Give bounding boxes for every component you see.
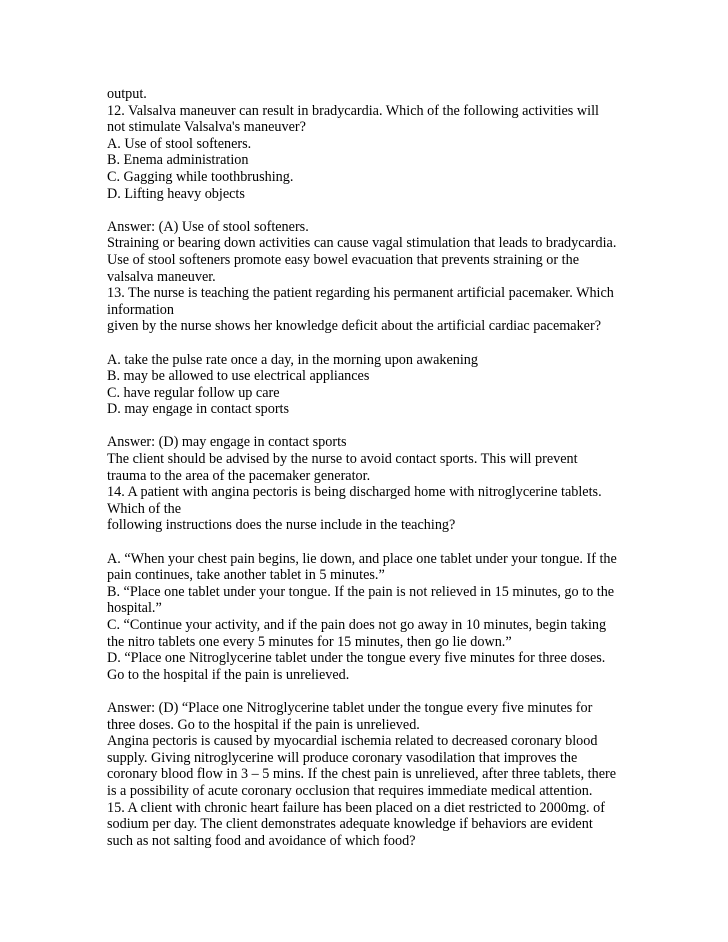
question-14-rationale: is a possibility of acute coronary occlusion that requires immediate medical attention. bbox=[107, 782, 593, 799]
question-14-option-b: hospital.” bbox=[107, 600, 162, 617]
question-14-option-b: B. “Place one tablet under your tongue. If the pain is not relieved in 15 minutes, go to the bbox=[107, 583, 615, 600]
question-13-rationale: trauma to the area of the pacemaker generator. bbox=[107, 467, 371, 484]
question-14-option-a: A. “When your chest pain begins, lie down, and place one tablet under your tongue. If the bbox=[107, 550, 617, 567]
question-14-answer: Answer: (D) “Place one Nitroglycerine tablet under the tongue every five minutes for bbox=[107, 699, 593, 716]
question-12-rationale: Straining or bearing down activities can cause vagal stimulation that leads to bradycardia. bbox=[107, 235, 617, 252]
question-12-option-d: D. Lifting heavy objects bbox=[107, 185, 245, 202]
question-14-rationale: supply. Giving nitroglycerine will produce coronary vasodilation that improves the bbox=[107, 749, 578, 766]
question-13-option-c: C. have regular follow up care bbox=[107, 384, 280, 401]
question-13-stem: given by the nurse shows her knowledge deficit about the artificial cardiac pacemaker? bbox=[107, 318, 601, 335]
text-line: output. bbox=[107, 86, 147, 102]
question-14-option-c: C. “Continue your activity, and if the pain does not go away in 10 minutes, begin taking bbox=[107, 617, 607, 633]
question-14-answer: three doses. Go to the hospital if the pain is unrelieved. bbox=[107, 716, 420, 733]
blank-line bbox=[107, 418, 707, 435]
question-14-rationale: coronary blood flow in 3 – 5 mins. If the chest pain is unrelieved, after three tablets, there bbox=[107, 766, 617, 783]
question-12-stem: 12. Valsalva maneuver can result in bradycardia. Which of the following activities will bbox=[107, 102, 599, 119]
question-12-rationale: Use of stool softeners promote easy bowel evacuation that prevents straining or the bbox=[107, 251, 579, 268]
question-12-stem: not stimulate Valsalva's maneuver? bbox=[107, 119, 306, 136]
blank-line bbox=[107, 534, 707, 551]
question-14-option-c: the nitro tablets one every 5 minutes for 15 minutes, then go lie down.” bbox=[107, 633, 512, 650]
question-13-stem: 13. The nurse is teaching the patient regarding his permanent artificial pacemaker. Which bbox=[107, 285, 614, 302]
blank-line bbox=[107, 202, 707, 219]
question-13-answer: Answer: (D) may engage in contact sports bbox=[107, 434, 347, 451]
question-13-option-b: B. may be allowed to use electrical appliances bbox=[107, 368, 370, 385]
question-13-rationale: The client should be advised by the nurse to avoid contact sports. This will prevent bbox=[107, 451, 578, 468]
question-12-option-a: A. Use of stool softeners. bbox=[107, 135, 252, 152]
question-12-rationale: valsalva maneuver. bbox=[107, 268, 216, 285]
question-14-option-a: pain continues, take another tablet in 5 minutes.” bbox=[107, 567, 385, 584]
question-14-stem: 14. A patient with angina pectoris is being discharged home with nitroglycerine tablets. bbox=[107, 484, 602, 501]
question-12-answer: Answer: (A) Use of stool softeners. bbox=[107, 218, 309, 235]
question-14-stem: Which of the bbox=[107, 500, 182, 517]
question-14-option-d: D. “Place one Nitroglycerine tablet under the tongue every five minutes for three doses. bbox=[107, 650, 606, 667]
question-13-option-a: A. take the pulse rate once a day, in the morning upon awakening bbox=[107, 351, 478, 368]
blank-line bbox=[107, 683, 707, 700]
question-12-option-c: C. Gagging while toothbrushing. bbox=[107, 168, 294, 185]
question-13-option-d: D. may engage in contact sports bbox=[107, 401, 290, 418]
question-14-stem: following instructions does the nurse include in the teaching? bbox=[107, 517, 456, 534]
question-15-stem: such as not salting food and avoidance of which food? bbox=[107, 832, 416, 849]
question-14-rationale: Angina pectoris is caused by myocardial ischemia related to decreased coronary blood bbox=[107, 733, 598, 750]
question-14-option-d: Go to the hospital if the pain is unrelieved. bbox=[107, 666, 350, 683]
question-13-stem: information bbox=[107, 301, 174, 318]
document-page bbox=[107, 86, 707, 849]
question-15-stem: sodium per day. The client demonstrates adequate knowledge if behaviors are evident bbox=[107, 816, 593, 833]
blank-line bbox=[107, 335, 707, 352]
question-12-option-b: B. Enema administration bbox=[107, 152, 249, 169]
question-15-stem: 15. A client with chronic heart failure has been placed on a diet restricted to 2000mg. of bbox=[107, 799, 605, 816]
